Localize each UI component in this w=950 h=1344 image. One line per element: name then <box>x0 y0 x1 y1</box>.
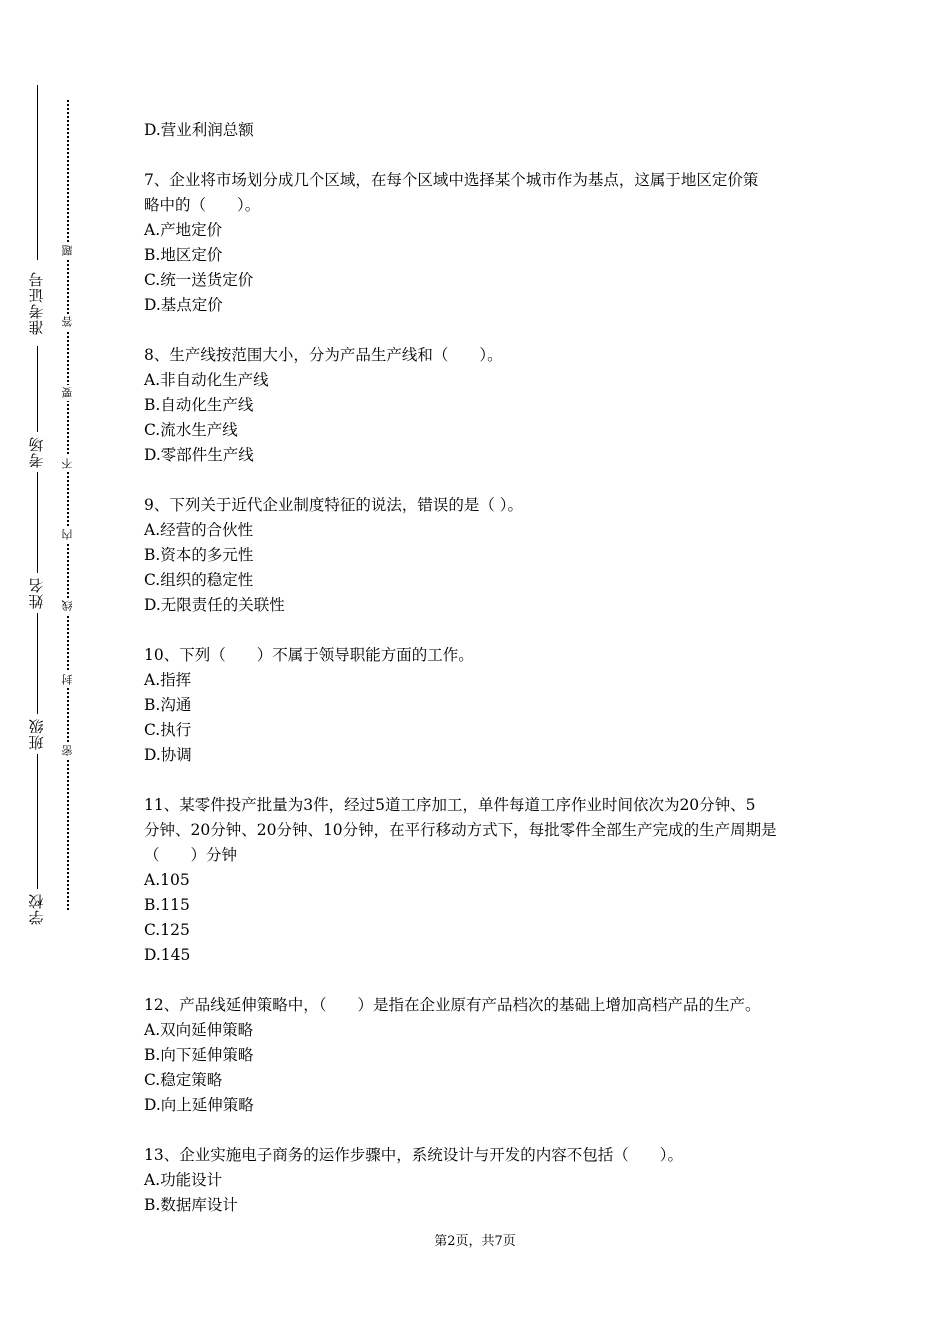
question-text: 11、某零件投产批量为3件，经过5道工序加工，单件每道工序作业时间依次为20分钟、5 <box>144 796 756 814</box>
question-text: 13、企业实施电子商务的运作步骤中，系统设计与开发的内容不包括（ ）。 <box>144 1146 683 1164</box>
admission-number-label: 准考证号 <box>22 260 52 346</box>
option: A.经营的合伙性 <box>144 521 254 539</box>
seal-char: 题 <box>60 243 76 259</box>
seal-char: 答 <box>60 314 76 330</box>
option: A.功能设计 <box>144 1171 223 1189</box>
option: D.营业利润总额 <box>144 121 254 139</box>
option: D.基点定价 <box>144 296 223 314</box>
option: A.产地定价 <box>144 221 223 239</box>
option: B.沟通 <box>144 696 192 714</box>
option: C.流水生产线 <box>144 421 238 439</box>
option: A.指挥 <box>144 671 192 689</box>
option: B.资本的多元性 <box>144 546 254 564</box>
question-text: （ ）分钟 <box>144 846 238 864</box>
option: D.零部件生产线 <box>144 446 254 464</box>
question-text: 7、企业将市场划分成几个区域，在每个区域中选择某个城市作为基点，这属于地区定价策 <box>144 171 759 189</box>
binding-line <box>37 85 38 925</box>
option: B.向下延伸策略 <box>144 1046 254 1064</box>
option: C.统一送货定价 <box>144 271 254 289</box>
option: C.125 <box>144 921 190 939</box>
seal-char: 密 <box>60 743 76 759</box>
option: C.稳定策略 <box>144 1071 223 1089</box>
option: B.自动化生产线 <box>144 396 254 414</box>
seal-line <box>67 100 69 910</box>
option: B.地区定价 <box>144 246 223 264</box>
question-text: 略中的（ ）。 <box>144 196 261 214</box>
seal-char: 不 <box>60 456 76 472</box>
school-label: 学校 <box>22 889 52 929</box>
question-list <box>144 118 814 1218</box>
name-label: 姓名 <box>22 573 52 613</box>
option: D.向上延伸策略 <box>144 1096 254 1114</box>
option: D.无限责任的关联性 <box>144 596 285 614</box>
question-text: 12、产品线延伸策略中，（ ）是指在企业原有产品档次的基础上增加高档产品的生产。 <box>144 996 761 1014</box>
option: C.组织的稳定性 <box>144 571 254 589</box>
seal-char: 要 <box>60 385 76 401</box>
option: C.执行 <box>144 721 192 739</box>
class-label: 班级 <box>22 714 52 754</box>
seal-char: 线 <box>60 598 76 614</box>
option: D.145 <box>144 946 191 964</box>
option: D.协调 <box>144 746 192 764</box>
option: A.双向延伸策略 <box>144 1021 254 1039</box>
question-text: 分钟、20分钟、20分钟、10分钟，在平行移动方式下，每批零件全部生产完成的生产周期是 <box>144 821 777 839</box>
question-text: 8、生产线按范围大小，分为产品生产线和（ ）。 <box>144 346 503 364</box>
option: A.非自动化生产线 <box>144 371 269 389</box>
question-text: 9、下列关于近代企业制度特征的说法，错误的是（ ）。 <box>144 496 524 514</box>
seal-char: 内 <box>60 527 76 543</box>
option: B.115 <box>144 896 190 914</box>
exam-room-label: 考场 <box>22 432 52 472</box>
seal-char: 封 <box>60 672 76 688</box>
option: B.数据库设计 <box>144 1196 238 1214</box>
option: A.105 <box>144 871 190 889</box>
question-text: 10、下列（ ）不属于领导职能方面的工作。 <box>144 646 474 664</box>
page-number: 第2页，共7页 <box>434 1234 516 1249</box>
